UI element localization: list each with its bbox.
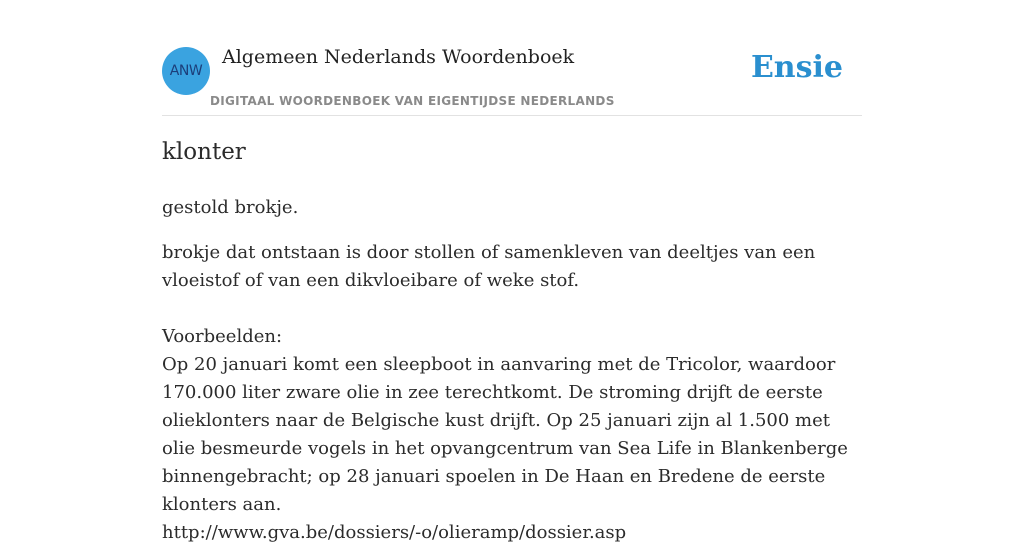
anw-logo[interactable] [162, 47, 210, 95]
definition-block [162, 239, 866, 547]
site-title[interactable]: Algemeen Nederlands Woordenboek [222, 46, 575, 68]
site-subtitle: DIGITAAL WOORDENBOEK VAN EIGENTIJDSE NEDERLANDS [210, 94, 615, 108]
logo-text: ANW [169, 63, 203, 79]
definition-text: brokje dat ontstaan is door stollen of samenkleven van deeltjes van een vloeistof of van een dikvloeibare of weke stof. [162, 242, 816, 291]
ensie-brand-logo[interactable]: Ensie [750, 50, 843, 85]
site-header [162, 0, 862, 116]
headword: klonter [162, 139, 246, 165]
examples-label: Voorbeelden: [162, 326, 283, 347]
spacer [162, 295, 866, 323]
example-text: Op 20 januari komt een sleepboot in aanvaring met de Tricolor, waardoor 170.000 liter zware olie in zee terechtkomt. De stroming drijft de eerste olieklonters naar de Belgische kust drijft. Op 25 januari zijn al 1.500 met olie besmeurde vogels in het opvangcentrum van Sea Life in Blankenberge binnengebracht; op 28 januari spoelen in De Haan en Bredene de eerste klonters aan. [162, 354, 848, 515]
example-source-link[interactable]: http://www.gva.be/dossiers/-o/olieramp/dossier.asp [162, 522, 627, 543]
short-definition: gestold brokje. [162, 197, 299, 218]
main-container [162, 0, 862, 543]
